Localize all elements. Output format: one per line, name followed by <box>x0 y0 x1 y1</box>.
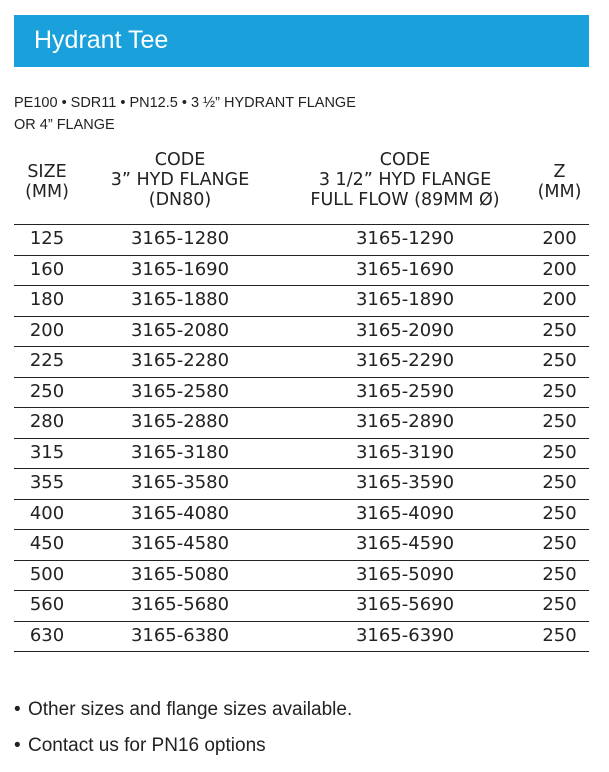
cell-code-3-5in: 3165-3590 <box>355 472 455 493</box>
table-header <box>14 150 589 222</box>
cell-z: 250 <box>542 380 577 402</box>
cell-z: 250 <box>542 502 577 524</box>
cell-z: 250 <box>542 350 577 371</box>
cell-z: 200 <box>542 228 577 249</box>
cell-size: 500 <box>29 563 65 585</box>
cell-code-3-5in: 3165-1690 <box>355 258 455 280</box>
note-item <box>14 736 594 755</box>
product-spec-subtitle: PE100 • SDR11 • PN12.5 • 3 ½” HYDRANT FLANGE OR 4” FLANGE <box>14 95 356 133</box>
cell-code-3-5in: 3165-4590 <box>355 533 455 554</box>
cell-code-3in: 3165-1690 <box>130 258 230 280</box>
cell-size: 160 <box>29 258 65 280</box>
cell-size: 200 <box>29 319 65 341</box>
note-text: Other sizes and flange sizes available. <box>28 699 353 720</box>
table-row <box>14 438 589 469</box>
cell-code-3-5in: 3165-6390 <box>355 624 455 646</box>
cell-z: 200 <box>542 258 577 280</box>
header-code-3in: CODE 3” HYD FLANGE (DN80) <box>110 150 250 210</box>
note-text: Contact us for PN16 options <box>28 735 266 756</box>
cell-size: 225 <box>29 350 65 371</box>
cell-size: 450 <box>29 533 65 554</box>
bullet-icon: • <box>14 735 21 756</box>
cell-size: 400 <box>29 502 65 524</box>
cell-z: 250 <box>542 472 577 493</box>
table-row <box>14 621 589 653</box>
cell-code-3-5in: 3165-2890 <box>355 411 455 432</box>
cell-code-3-5in: 3165-2290 <box>355 350 455 371</box>
table-row <box>14 224 589 255</box>
cell-z: 200 <box>542 289 577 310</box>
cell-code-3in: 3165-3180 <box>130 441 230 463</box>
bullet-icon: • <box>14 699 21 720</box>
cell-code-3-5in: 3165-1890 <box>355 289 455 310</box>
cell-code-3in: 3165-1880 <box>130 289 230 310</box>
product-table <box>14 224 589 652</box>
cell-code-3-5in: 3165-4090 <box>355 502 455 524</box>
table-row <box>14 529 589 560</box>
cell-size: 560 <box>29 594 65 615</box>
cell-code-3-5in: 3165-1290 <box>355 228 455 249</box>
table-row <box>14 346 589 377</box>
cell-code-3in: 3165-6380 <box>130 624 230 646</box>
cell-size: 315 <box>29 441 65 463</box>
note-item <box>14 700 594 719</box>
cell-code-3in: 3165-5080 <box>130 563 230 585</box>
cell-size: 180 <box>29 289 65 310</box>
table-row <box>14 468 589 499</box>
cell-size: 250 <box>29 380 65 402</box>
cell-code-3in: 3165-4080 <box>130 502 230 524</box>
header-z: Z (MM) <box>537 162 582 202</box>
table-row <box>14 377 589 408</box>
table-row <box>14 499 589 530</box>
cell-size: 280 <box>29 411 65 432</box>
table-row <box>14 590 589 621</box>
cell-code-3in: 3165-2080 <box>130 319 230 341</box>
cell-code-3in: 3165-2880 <box>130 411 230 432</box>
cell-code-3in: 3165-1280 <box>130 228 230 249</box>
cell-code-3-5in: 3165-2090 <box>355 319 455 341</box>
table-row <box>14 407 589 438</box>
cell-size: 125 <box>29 228 65 249</box>
page-title: Hydrant Tee <box>34 26 169 54</box>
table-row <box>14 285 589 316</box>
title-banner <box>14 15 589 67</box>
table-row <box>14 316 589 347</box>
cell-code-3-5in: 3165-5090 <box>355 563 455 585</box>
table-row <box>14 255 589 286</box>
cell-code-3-5in: 3165-2590 <box>355 380 455 402</box>
cell-z: 250 <box>542 594 577 615</box>
cell-code-3-5in: 3165-5690 <box>355 594 455 615</box>
cell-code-3in: 3165-3580 <box>130 472 230 493</box>
cell-z: 250 <box>542 533 577 554</box>
cell-z: 250 <box>542 319 577 341</box>
header-size: SIZE (MM) <box>25 162 69 202</box>
cell-code-3in: 3165-2580 <box>130 380 230 402</box>
cell-code-3in: 3165-5680 <box>130 594 230 615</box>
cell-z: 250 <box>542 411 577 432</box>
header-code-3-5in: CODE 3 1/2” HYD FLANGE FULL FLOW (89MM Ø) <box>310 150 500 210</box>
cell-code-3in: 3165-4580 <box>130 533 230 554</box>
cell-code-3in: 3165-2280 <box>130 350 230 371</box>
cell-size: 630 <box>29 624 65 646</box>
cell-size: 355 <box>29 472 65 493</box>
notes-list <box>14 700 594 772</box>
cell-z: 250 <box>542 624 577 646</box>
cell-z: 250 <box>542 441 577 463</box>
table-row <box>14 560 589 591</box>
cell-code-3-5in: 3165-3190 <box>355 441 455 463</box>
cell-z: 250 <box>542 563 577 585</box>
